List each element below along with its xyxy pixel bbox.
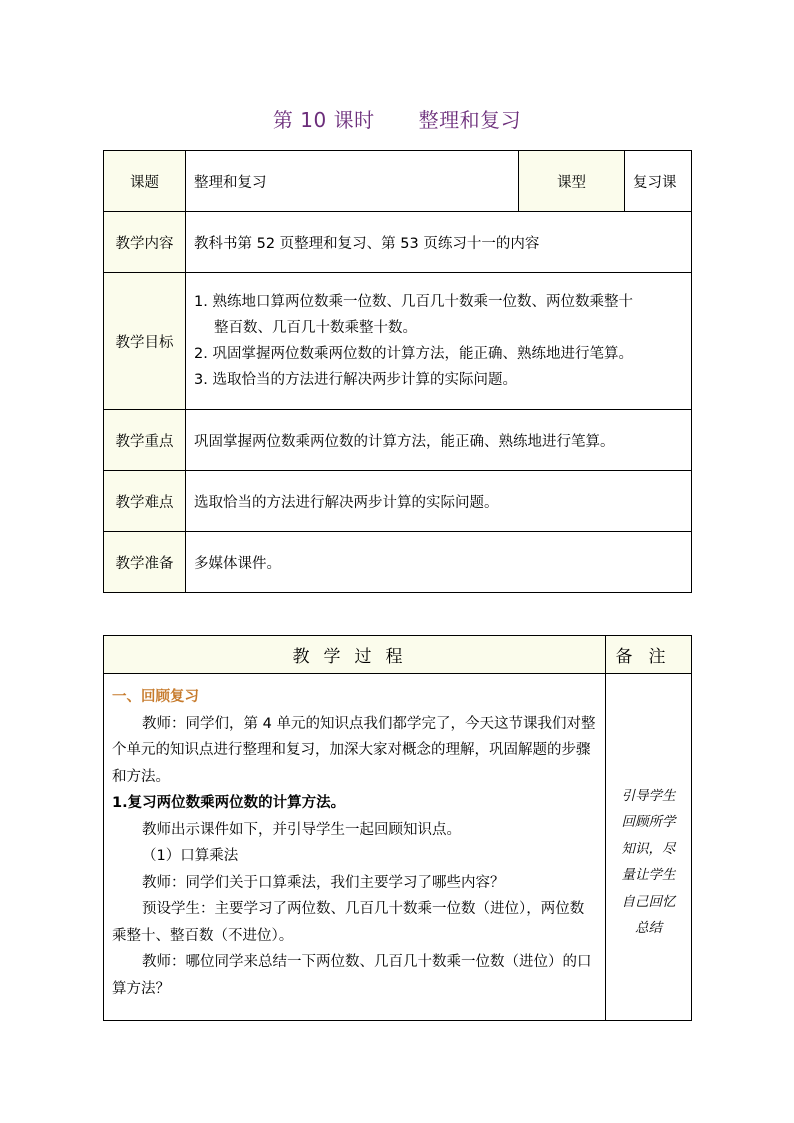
difficulty-label: 教学难点 (104, 471, 186, 532)
note-line: 回顾所学 (621, 814, 676, 830)
paragraph-teacher-summary: 教师：哪位同学来总结一下两位数、几百几十数乘一位数（进位）的口算方法？ (112, 954, 592, 997)
goal-2: 2. 巩固掌握两位数乘两位数的计算方法，能正确、熟练地进行笔算。 (194, 346, 633, 362)
notes-cell (606, 674, 692, 1021)
row-prep (104, 532, 692, 593)
note-line: 引导学生 (621, 787, 676, 804)
process-body-row (104, 674, 692, 1021)
prep-label: 教学准备 (104, 532, 186, 593)
process-header: 教学过程 (104, 636, 606, 674)
teaching-process-table (103, 635, 692, 1021)
goals-label: 教学目标 (104, 273, 186, 410)
prep-value: 多媒体课件。 (186, 532, 692, 593)
key-label: 教学重点 (104, 410, 186, 471)
paragraph-student-answer: 预设学生：主要学习了两位数、几百几十数乘一位数（进位），两位数乘整十、整百数（不进位）。 (112, 901, 585, 944)
note-line: 量让学生 (621, 867, 676, 883)
lesson-info-table (103, 150, 692, 593)
key-value: 巩固掌握两位数乘两位数的计算方法，能正确、熟练地进行笔算。 (186, 410, 692, 471)
type-label: 课型 (519, 151, 625, 212)
goal-1-cont: 整百数、几百几十数乘整十数。 (214, 320, 417, 336)
paragraph-oral-multiplication: （1）口算乘法 (142, 848, 239, 864)
paragraph-intro: 教师：同学们，第 4 单元的知识点我们都学完了，今天这节课我们对整个单元的知识点进行整理和复习，加深大家对概念的理解，巩固解题的步骤和方法。 (112, 715, 596, 785)
goals-list (186, 273, 692, 410)
goal-1: 1. 熟练地口算两位数乘一位数、几百几十数乘一位数、两位数乘整十 (194, 294, 633, 310)
difficulty-value: 选取恰当的方法进行解决两步计算的实际问题。 (186, 471, 692, 532)
row-content (104, 212, 692, 273)
type-value: 复习课 (625, 151, 692, 212)
process-header-row (104, 636, 692, 674)
page-title (0, 104, 794, 133)
row-topic (104, 151, 692, 212)
row-difficulty (104, 471, 692, 532)
row-key (104, 410, 692, 471)
goal-3: 3. 选取恰当的方法进行解决两步计算的实际问题。 (194, 372, 517, 388)
content-label: 教学内容 (104, 212, 186, 273)
lesson-number: 第 10 课时 (272, 108, 375, 132)
lesson-topic: 整理和复习 (418, 108, 522, 132)
note-line: 自己回忆 (621, 893, 676, 910)
section-review-heading: 一、回顾复习 (112, 689, 199, 705)
notes-header: 备注 (606, 636, 692, 674)
paragraph-courseware: 教师出示课件如下，并引导学生一起回顾知识点。 (142, 821, 461, 838)
row-goals (104, 273, 692, 410)
note-line: 总结 (635, 920, 662, 936)
process-body (104, 674, 606, 1021)
note-line: 知识，尽 (621, 840, 676, 857)
subsection-heading: 1.复习两位数乘两位数的计算方法。 (112, 795, 346, 811)
content-value: 教科书第 52 页整理和复习、第 53 页练习十一的内容 (186, 212, 692, 273)
topic-value: 整理和复习 (186, 151, 519, 212)
topic-label: 课题 (104, 151, 186, 212)
paragraph-teacher-question: 教师：同学们关于口算乘法，我们主要学习了哪些内容？ (142, 874, 505, 891)
